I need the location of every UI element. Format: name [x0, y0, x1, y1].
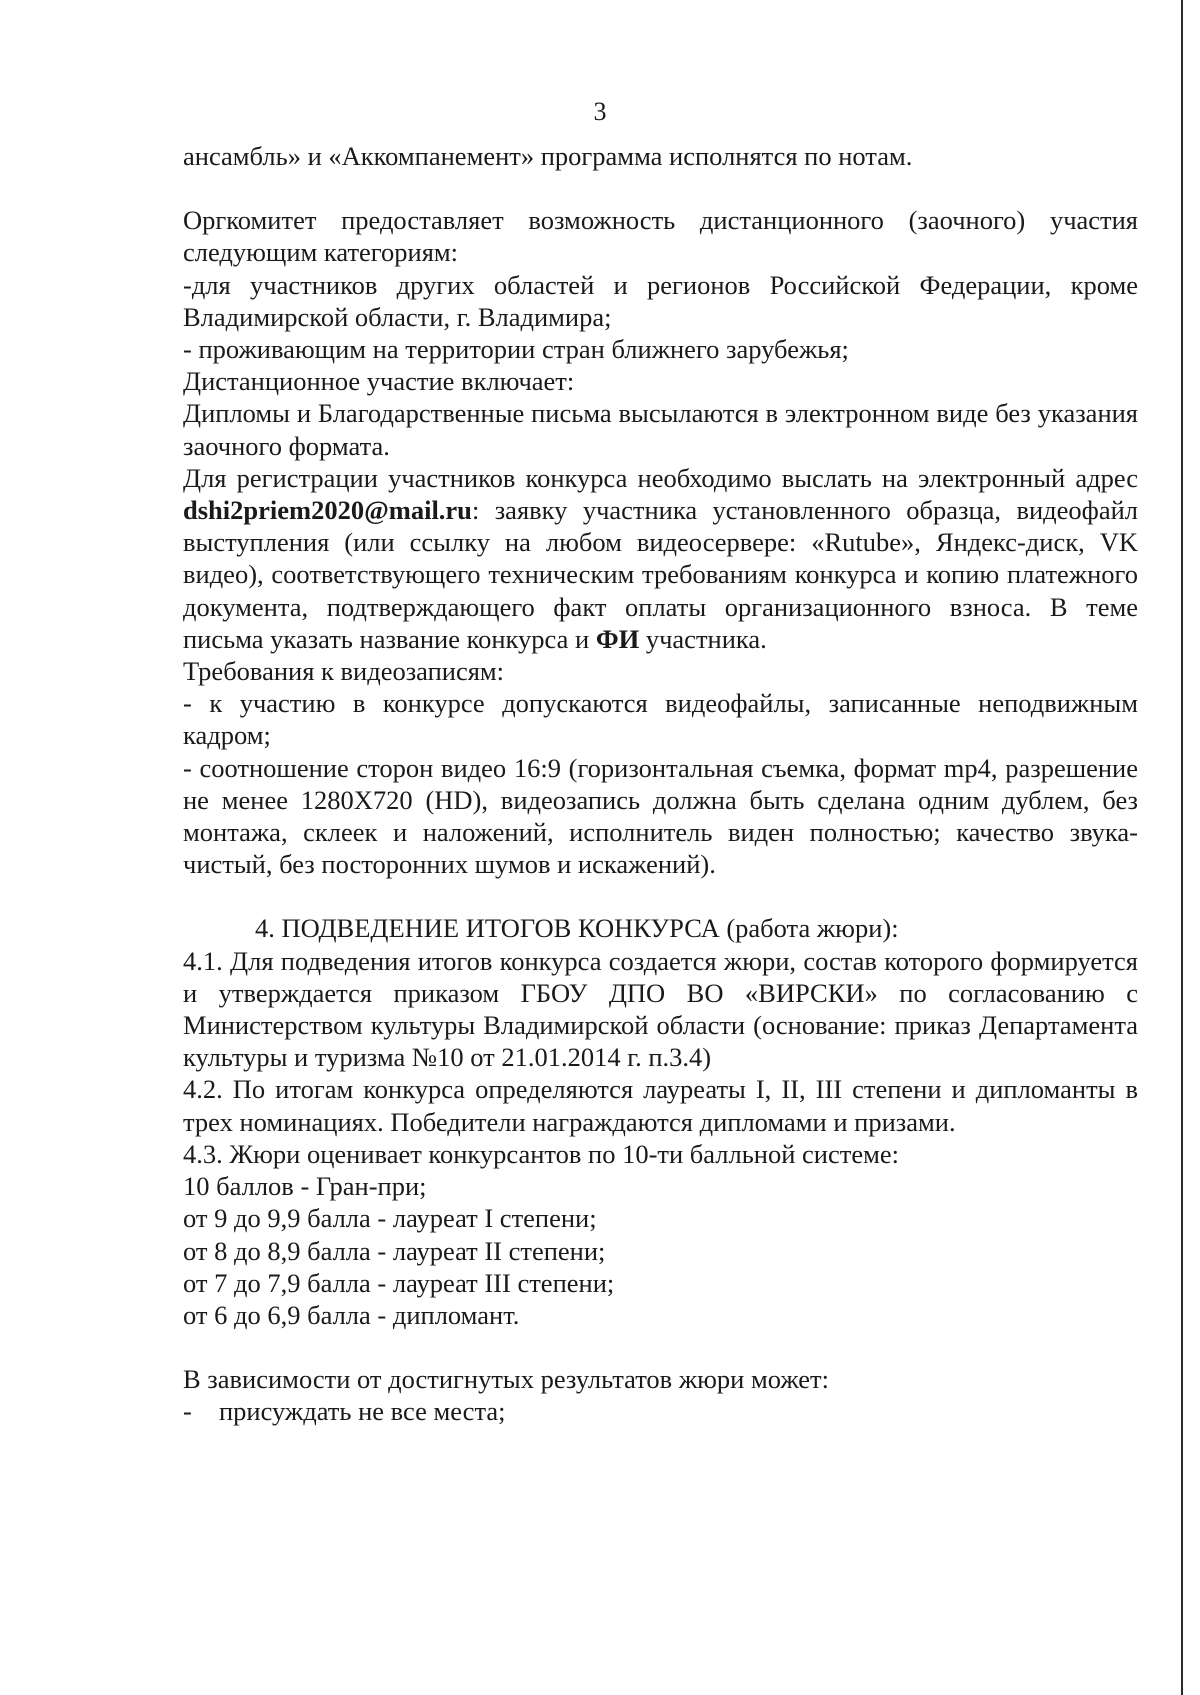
score-grand-prix: 10 баллов - Гран-при;: [183, 1171, 427, 1202]
paragraph-registration: [183, 462, 1138, 655]
paragraph-4-2: 4.2. По итогам конкурса определяются лауреаты I, II, III степени и дипломанты в трех номинациях. Победители награждаются дипломами и призами.: [183, 1074, 1138, 1137]
paragraph-remote-includes: Дистанционное участие включает:: [183, 366, 575, 397]
section-4-title: 4. ПОДВЕДЕНИЕ ИТОГОВ КОНКУРСА (работа жюри):: [255, 913, 899, 944]
registration-fi: ФИ: [595, 623, 640, 654]
score-laureate-3: от 7 до 7,9 балла - лауреат III степени;: [183, 1267, 615, 1298]
score-diploma: от 6 до 6,9 балла - дипломант.: [183, 1299, 520, 1330]
paragraph-other-regions: -для участников других областей и регионов Российской Федерации, кроме Владимирской области, г. Владимира;: [183, 269, 1138, 332]
paragraph-video-format: - соотношение сторон видео 16:9 (горизонтальная съемка, формат mp4, разрешение не менее 1280Х720 (HD), видеозапись должна быть сделана одним дублем, без монтажа, склеек и наложений, исполнитель виден полностью; качество звука-чистый, без посторонних шумов и искажений).: [183, 752, 1138, 880]
list-item: [183, 1395, 1138, 1427]
registration-text-c: участника.: [639, 623, 767, 654]
page-number: 3: [593, 97, 607, 126]
paragraph-4-1: 4.1. Для подведения итогов конкурса создается жюри, состав которого формируется и утверждается приказом ГБОУ ДПО ВО «ВИРСКИ» по согласованию с Министерством культуры Владимирской области (основание: приказ Департамента культуры и туризма №10 от 21.01.2014 г. п.3.4): [183, 945, 1138, 1073]
score-laureate-1: от 9 до 9,9 балла - лауреат I степени;: [183, 1203, 597, 1234]
paragraph-continuation: ансамбль» и «Аккомпанемент» программа исполнятся по нотам.: [183, 141, 913, 171]
paragraph-diplomas: Дипломы и Благодарственные письма высылаются в электронном виде без указания заочного формата.: [183, 398, 1138, 461]
paragraph-near-abroad: - проживающим на территории стран ближнего зарубежья;: [183, 334, 849, 365]
paragraph-4-3: 4.3. Жюри оценивает конкурсантов по 10-ти балльной системе:: [183, 1138, 899, 1169]
paragraph-video-requirements: Требования к видеозаписям:: [183, 656, 505, 687]
registration-text-b: : заявку участника установленного образца, видеофайл выступления (или ссылку на любом видеосервере: «Rutube», Яндекс-диск, VK видео), соответствующего техническим требованиям конкурса и копию платежного документа, подтверждающего факт оплаты организационного взноса. В теме письма указать название конкурса и: [183, 495, 1138, 654]
paragraph-jury-may: В зависимости от достигнутых результатов жюри может:: [183, 1364, 830, 1395]
document-body: [183, 140, 1138, 1428]
page-right-edge-line: [1181, 0, 1183, 1695]
email-address: dshi2priem2020@mail.ru: [183, 495, 472, 526]
paragraph-remote-participation: Оргкомитет предоставляет возможность дистанционного (заочного) участия следующим категориям:: [183, 205, 1138, 268]
registration-text-a: Для регистрации участников конкурса необходимо выслать на электронный адрес: [183, 462, 1138, 493]
score-laureate-2: от 8 до 8,9 балла - лауреат II степени;: [183, 1235, 606, 1266]
list-item-text: присуждать не все места;: [219, 1396, 506, 1427]
paragraph-video-static: - к участию в конкурсе допускаются видеофайлы, записанные неподвижным кадром;: [183, 688, 1138, 751]
list-dash: -: [183, 1396, 192, 1427]
